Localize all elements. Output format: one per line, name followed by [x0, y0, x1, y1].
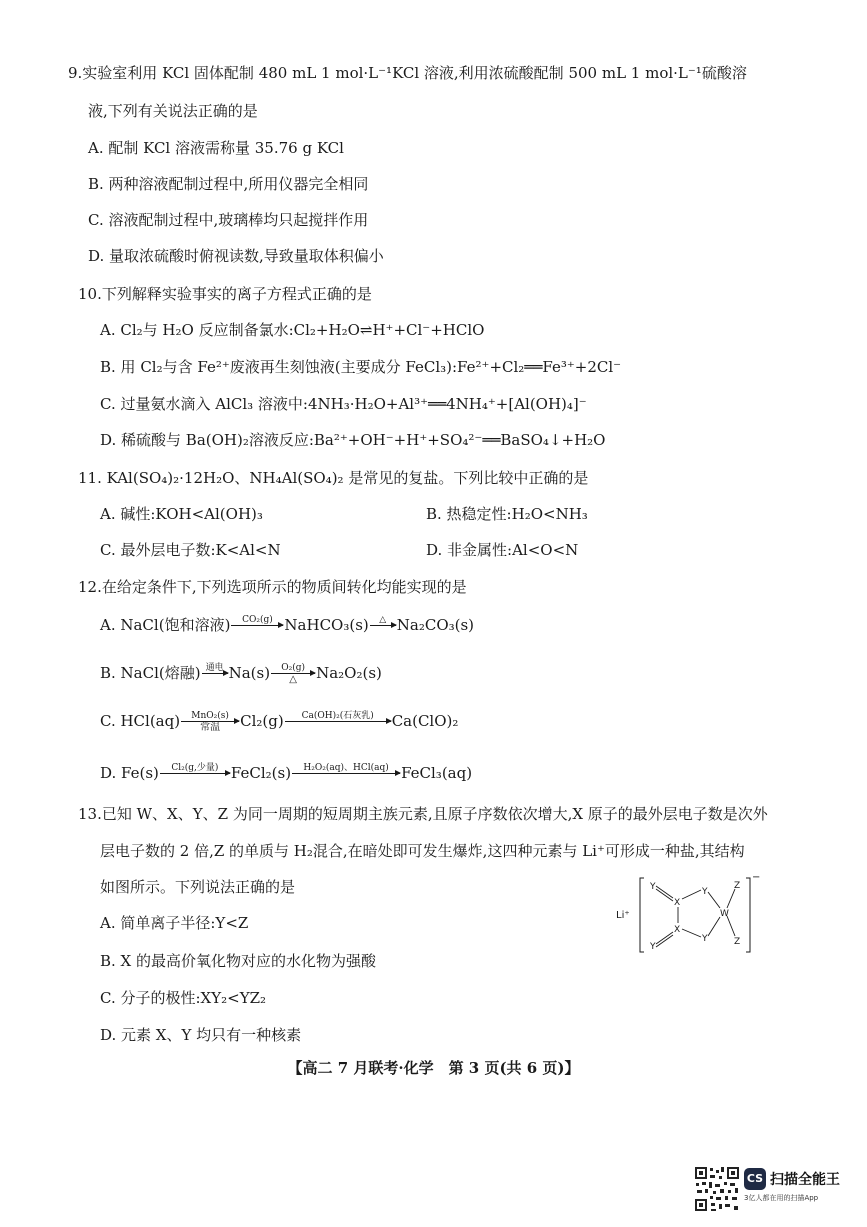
structure-y-bottom-right: Y	[702, 934, 708, 944]
page-footer: 【高二 7 月联考·化学 第 3 页(共 6 页)】	[287, 1059, 580, 1077]
q12-d-arrow2-condition: H₂O₂(aq)、HCl(aq)	[303, 763, 389, 773]
q12-b-arrow1	[202, 663, 228, 685]
structure-y-top-right: Y	[702, 887, 708, 897]
q11-option-b: B. 热稳定性:H₂O<NH₃	[426, 505, 588, 523]
q12-option-d	[100, 762, 472, 785]
q13-option-a: A. 简单离子半径:Y<Z	[100, 914, 249, 932]
q12-c-arrow1	[181, 711, 239, 733]
q10-option-b: B. 用 Cl₂与含 Fe²⁺废液再生刻蚀液(主要成分 FeCl₃):Fe²⁺+Cl₂══Fe³⁺+2Cl⁻	[100, 358, 622, 376]
structure-z-top: Z	[734, 881, 741, 891]
structure-cation: Li⁺	[616, 910, 630, 921]
q12-a-arrow2-condition: △	[379, 615, 387, 625]
qr-code-icon	[694, 1166, 740, 1212]
q12-b-arrow1-condition: 通电	[205, 663, 224, 673]
q12-stem: 12.在给定条件下,下列选项所示的物质间转化均能实现的是	[78, 578, 467, 596]
q12-d-arrow1-condition: Cl₂(g,少量)	[171, 763, 219, 773]
q12-b-arrow2	[271, 663, 315, 685]
scanner-app-title: 扫描全能王	[770, 1172, 840, 1188]
structure-x-top: X	[674, 898, 681, 908]
q12-option-c	[100, 710, 458, 733]
q13-stem-line3: 如图所示。下列说法正确的是	[100, 878, 296, 896]
q12-c-product: Ca(ClO)₂	[391, 712, 459, 730]
structure-y-bottom-left: Y	[650, 942, 656, 952]
q12-a-product: Na₂CO₃(s)	[396, 616, 475, 634]
q10-option-a: A. Cl₂与 H₂O 反应制备氯水:Cl₂+H₂O⇌H⁺+Cl⁻+HClO	[100, 321, 485, 339]
q12-b-product: Na₂O₂(s)	[316, 664, 382, 682]
q12-option-a	[100, 614, 474, 637]
structure-z-bottom: Z	[734, 937, 741, 947]
q12-d-intermediate: FeCl₂(s)	[230, 764, 292, 782]
q12-d-arrow1	[160, 763, 230, 785]
q13-structure-diagram	[612, 870, 772, 956]
structure-x-bottom: X	[674, 925, 681, 935]
q9-option-b: B. 两种溶液配制过程中,所用仪器完全相同	[88, 175, 369, 193]
q12-b-intermediate: Na(s)	[228, 664, 271, 682]
q12-c-arrow2-condition: Ca(OH)₂(石灰乳)	[301, 711, 374, 721]
q13-stem-line2: 层电子数的 2 倍,Z 的单质与 H₂混合,在暗处即可发生爆炸,这四种元素与 Li⁺可形成一种盐,其结构	[100, 842, 745, 860]
q12-b-reactant: B. NaCl(熔融)	[100, 664, 201, 682]
q10-stem: 10.下列解释实验事实的离子方程式正确的是	[78, 285, 372, 303]
q9-option-c: C. 溶液配制过程中,玻璃棒均只起搅拌作用	[88, 211, 369, 229]
q12-a-reactant: A. NaCl(饱和溶液)	[100, 616, 231, 634]
q12-a-arrow1-condition: CO₂(g)	[242, 615, 273, 625]
q11-option-d: D. 非金属性:Al<O<N	[426, 541, 579, 559]
q12-d-arrow2	[292, 763, 400, 785]
q9-option-a: A. 配制 KCl 溶液需称量 35.76 g KCl	[88, 139, 344, 157]
scanner-app-subtitle: 3亿人都在用的扫描App	[744, 1194, 819, 1202]
q12-d-reactant: D. Fe(s)	[100, 764, 159, 782]
q10-option-d: D. 稀硫酸与 Ba(OH)₂溶液反应:Ba²⁺+OH⁻+H⁺+SO₄²⁻══BaSO₄↓+H₂O	[100, 431, 606, 449]
q11-option-a: A. 碱性:KOH<Al(OH)₃	[100, 505, 263, 523]
structure-charge: −	[752, 872, 761, 883]
q13-option-b: B. X 的最高价氧化物对应的水化物为强酸	[100, 952, 377, 970]
q12-d-product: FeCl₃(aq)	[401, 764, 473, 782]
q12-c-arrow1-condition: MnO₂(s)	[191, 711, 229, 721]
q9-option-d: D. 量取浓硫酸时俯视读数,导致量取体积偏小	[88, 247, 384, 265]
structure-w: W	[720, 909, 729, 919]
q9-stem-line1: 9.实验室利用 KCl 固体配制 480 mL 1 mol·L⁻¹KCl 溶液,利用浓硫酸配制 500 mL 1 mol·L⁻¹硫酸溶	[68, 64, 747, 82]
scanner-logo-icon: CS	[744, 1168, 766, 1190]
q12-option-b	[100, 662, 382, 685]
q11-option-c: C. 最外层电子数:K<Al<N	[100, 541, 281, 559]
q12-a-arrow2	[370, 615, 396, 637]
q9-stem-line2: 液,下列有关说法正确的是	[88, 102, 258, 120]
q12-b-arrow2-condition: O₂(g)	[281, 663, 305, 673]
q13-option-c: C. 分子的极性:XY₂<YZ₂	[100, 989, 267, 1007]
q12-b-arrow2-below: △	[289, 674, 297, 685]
q12-a-intermediate: NaHCO₃(s)	[284, 616, 369, 634]
q12-c-reactant: C. HCl(aq)	[100, 712, 181, 730]
q12-c-arrow1-below: 常温	[200, 722, 221, 733]
q12-c-intermediate: Cl₂(g)	[240, 712, 284, 730]
q13-stem-line1: 13.已知 W、X、Y、Z 为同一周期的短周期主族元素,且原子序数依次增大,X 原子的最外层电子数是次外	[78, 805, 768, 823]
q10-option-c: C. 过量氨水滴入 AlCl₃ 溶液中:4NH₃·H₂O+Al³⁺══4NH₄⁺+[Al(OH)₄]⁻	[100, 395, 587, 413]
q13-option-d: D. 元素 X、Y 均只有一种核素	[100, 1026, 302, 1044]
q12-c-arrow2	[285, 711, 391, 733]
q11-stem: 11. KAl(SO₄)₂·12H₂O、NH₄Al(SO₄)₂ 是常见的复盐。下列比较中正确的是	[78, 469, 589, 487]
structure-y-top-left: Y	[650, 882, 656, 892]
q12-a-arrow1	[231, 615, 283, 637]
